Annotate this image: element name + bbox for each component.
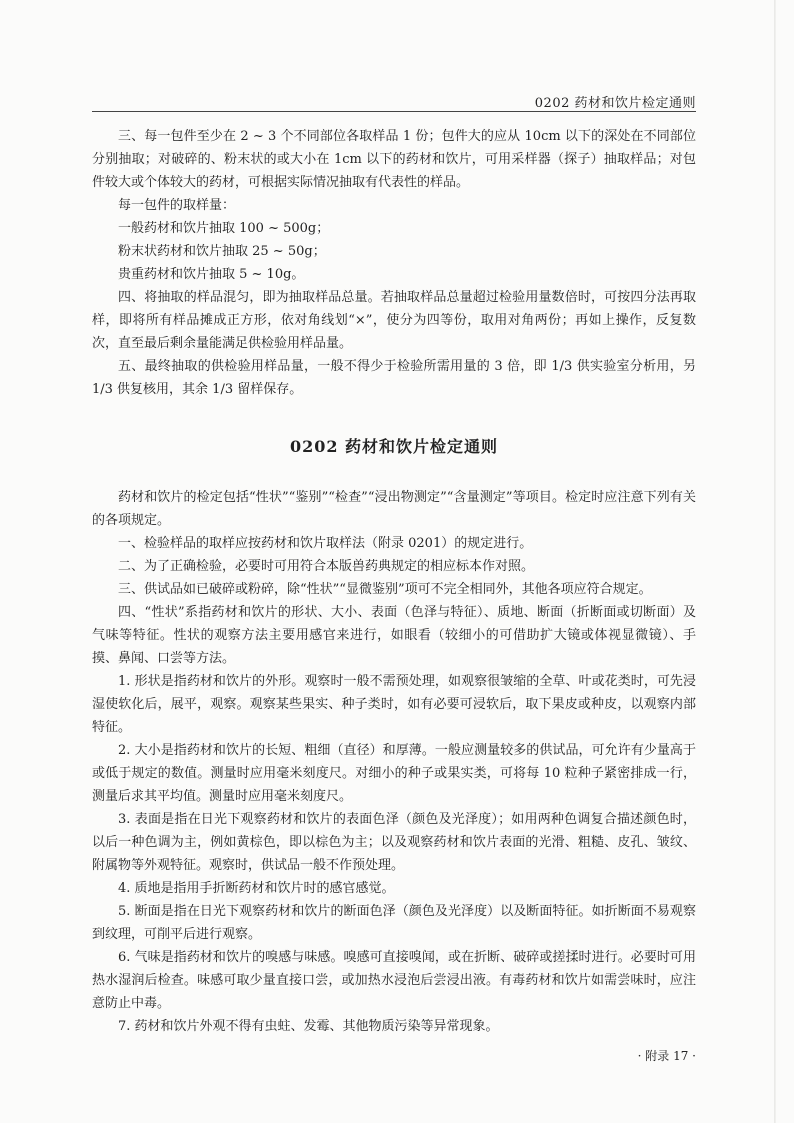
page-number: · 附录 17 · xyxy=(637,1049,696,1063)
page-body xyxy=(92,125,696,1038)
paragraph-shape: 1. 形状是指药材和饮片的外形。观察时一般不需预处理，如观察很皱缩的全草、叶或花类时，可先浸湿使软化后，展平，观察。观察某些果实、种子类时，如有必要可浸软后，取下果皮或种皮，以观察内部特征。 xyxy=(92,674,696,735)
paragraph-size: 2. 大小是指药材和饮片的长短、粗细（直径）和厚薄。一般应测量较多的供试品，可允许有少量高于或低于规定的数值。测量时应用毫米刻度尺。对细小的种子或果实类，可将每 10 粒种子紧密排成一行，测量后求其平均值。测量时应用毫米刻度尺。 xyxy=(92,743,696,804)
paragraph-section-surface: 5. 断面是指在日光下观察药材和饮片的断面色泽（颜色及光泽度）以及断面特征。如折断面不易观察到纹理，可削平后进行观察。 xyxy=(92,904,696,942)
header-rule xyxy=(92,111,696,112)
paragraph-quartering: 四、将抽取的样品混匀，即为抽取样品总量。若抽取样品总量超过检验用量数倍时，可按四分法再取样，即将所有样品摊成正方形，依对角线划“×”，使分为四等份，取用对角两份；再如上操作，反复数次，直至最后剩余量能满足供检验用样品量。 xyxy=(92,290,696,351)
paragraph-sample-amount-intro: 每一包件的取样量： xyxy=(118,198,236,213)
section-title: 0202 药材和饮片检定通则 xyxy=(289,437,499,456)
paragraph-sampling-positions: 三、每一包件至少在 2 ~ 3 个不同部位各取样品 1 份；包件大的应从 10cm 以下的深处在不同部位分别抽取；对破碎的、粉末状的或大小在 1cm 以下的药材和饮片，可用采样器（探子）抽取样品；对包件较大或个体较大的药材，可根据实际情况抽取有代表性的样品。 xyxy=(92,129,696,190)
paragraph-texture: 4. 质地是指用手折断药材和饮片时的感官感觉。 xyxy=(118,881,395,896)
paragraph-final-sample: 五、最终抽取的供检验用样品量，一般不得少于检验所需用量的 3 倍，即 1/3 供实验室分析用，另 1/3 供复核用，其余 1/3 留样保存。 xyxy=(92,359,696,397)
paragraph-rule-3: 三、供试品如已破碎或粉碎，除“性状”“显微鉴别”项可不完全相同外，其他各项应符合规定。 xyxy=(118,582,652,597)
paragraph-odor-taste: 6. 气味是指药材和饮片的嗅感与味感。嗅感可直接嗅闻，或在折断、破碎或搓揉时进行。必要时可用热水湿润后检查。味感可取少量直接口尝，或加热水浸泡后尝浸出液。有毒药材和饮片如需尝味时，应注意防止中毒。 xyxy=(92,950,696,1011)
paragraph-appearance: 7. 药材和饮片外观不得有虫蛀、发霉、其他物质污染等异常现象。 xyxy=(118,1019,499,1034)
paragraph-amount-powder: 粉末状药材和饮片抽取 25 ~ 50g； xyxy=(118,244,326,259)
paragraph-amount-precious: 贵重药材和饮片抽取 5 ~ 10g。 xyxy=(118,267,305,282)
paragraph-rule-4: 四、“性状”系指药材和饮片的形状、大小、表面（色泽与特征）、质地、断面（折断面或切断面）及气味等特征。性状的观察方法主要用感官来进行，如眼看（较细小的可借助扩大镜或体视显微镜）、手摸、鼻闻、口尝等方法。 xyxy=(92,605,696,666)
paragraph-amount-general: 一般药材和饮片抽取 100 ~ 500g； xyxy=(118,221,330,236)
paragraph-rule-1: 一、检验样品的取样应按药材和饮片取样法（附录 0201）的规定进行。 xyxy=(118,536,533,551)
running-header: 0202 药材和饮片检定通则 xyxy=(534,96,696,111)
page-edge xyxy=(774,0,776,1123)
paragraph-overview: 药材和饮片的检定包括“性状”“鉴别”“检查”“浸出物测定”“含量测定”等项目。检定时应注意下列有关的各项规定。 xyxy=(92,490,696,528)
paragraph-rule-2: 二、为了正确检验，必要时可用符合本版兽药典规定的相应标本作对照。 xyxy=(118,559,535,574)
paragraph-surface: 3. 表面是指在日光下观察药材和饮片的表面色泽（颜色及光泽度）；如用两种色调复合描述颜色时，以后一种色调为主，例如黄棕色，即以棕色为主；以及观察药材和饮片表面的光滑、粗糙、皮孔、皱纹、附属物等外观特征。观察时，供试品一般不作预处理。 xyxy=(92,812,696,873)
